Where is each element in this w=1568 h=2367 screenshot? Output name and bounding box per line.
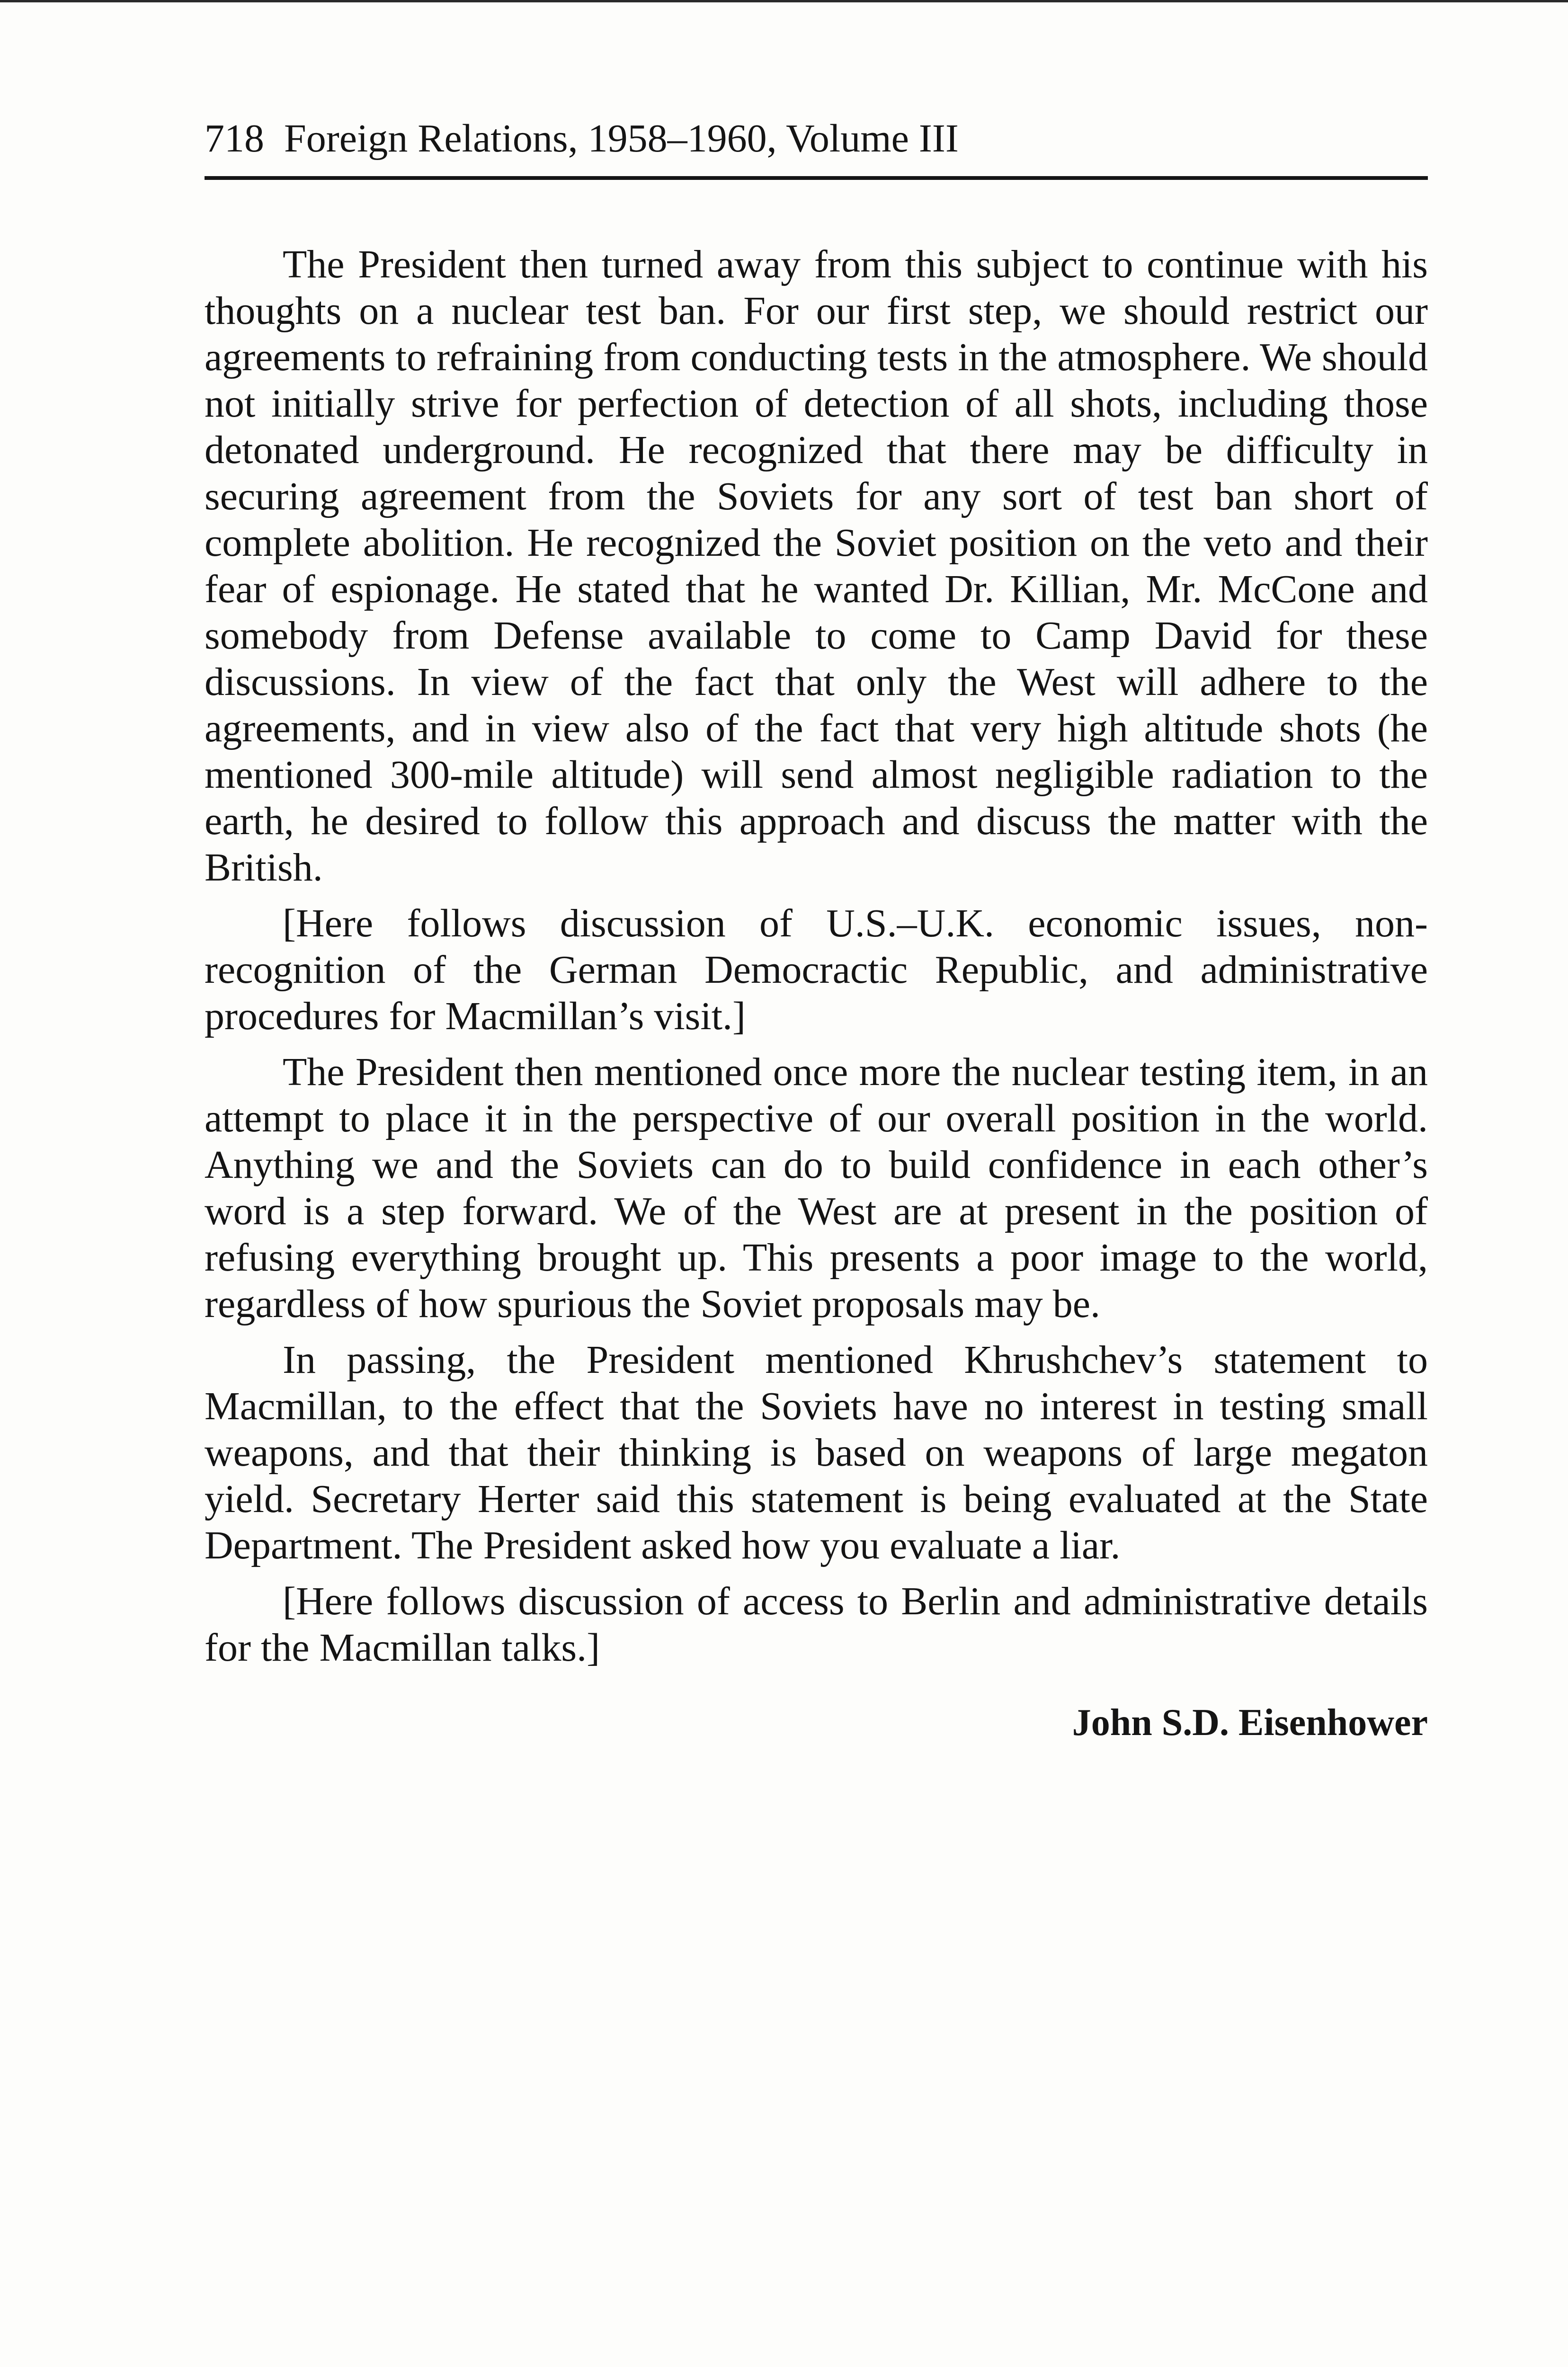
page-number: 718 [205, 116, 264, 160]
paragraph-test-ban: The President then turned away from this subject to continue with his thoughts on a nuclear test ban. For our first step, we should restrict our agreements to refraining from conducting tests in the atmosphere. We should not initially strive for perfection of detection of all shots, including those detonated underground. He recognized that there may be difficulty in securing agreement from the Soviets for any sort of test ban short of complete abolition. He recognized the Soviet position on the veto and their fear of espionage. He stated that he wanted Dr. Killian, Mr. McCone and somebody from Defense available to come to Camp David for these discussions. In view of the fact that only the West will adhere to the agreements, and in view also of the fact that very high altitude shots (he mentioned 300-mile altitude) will send almost negligible radiation to the earth, he desired to follow this approach and discuss the matter with the British. [205, 242, 1428, 890]
running-title: Foreign Relations, 1958–1960, Volume III [284, 116, 959, 160]
paragraph-editorial-note-berlin: [Here follows discussion of access to Berlin and administrative details for the Macmillan talks.] [205, 1579, 1428, 1670]
header-rule [205, 176, 1428, 180]
paragraph-khrushchev-statement: In passing, the President mentioned Khrushchev’s statement to Macmillan, to the effect that the Soviets have no interest in testing small weapons, and that their thinking is based on weapons of large megaton yield. Secretary Herter said this statement is being evaluated at the State Department. The President asked how you evaluate a liar. [205, 1338, 1428, 1567]
signature: John S.D. Eisenhower [1072, 1702, 1428, 1744]
running-head [205, 116, 1428, 161]
scan-top-edge [0, 0, 1568, 2]
paragraph-editorial-note-economic: [Here follows discussion of U.S.–U.K. economic issues, non-recognition of the German Democractic Republic, and administrative procedures for Macmillan’s visit.] [205, 901, 1428, 1038]
body-text [205, 241, 1428, 1746]
paragraph-nuclear-testing-perspective: The President then mentioned once more the nuclear testing item, in an attempt to place it in the perspective of our overall position in the world. Anything we and the Soviets can do to build confidence in each other’s word is a step forward. We of the West are at present in the position of refusing everything brought up. This presents a poor image to the world, regardless of how spurious the Soviet proposals may be. [205, 1050, 1428, 1326]
